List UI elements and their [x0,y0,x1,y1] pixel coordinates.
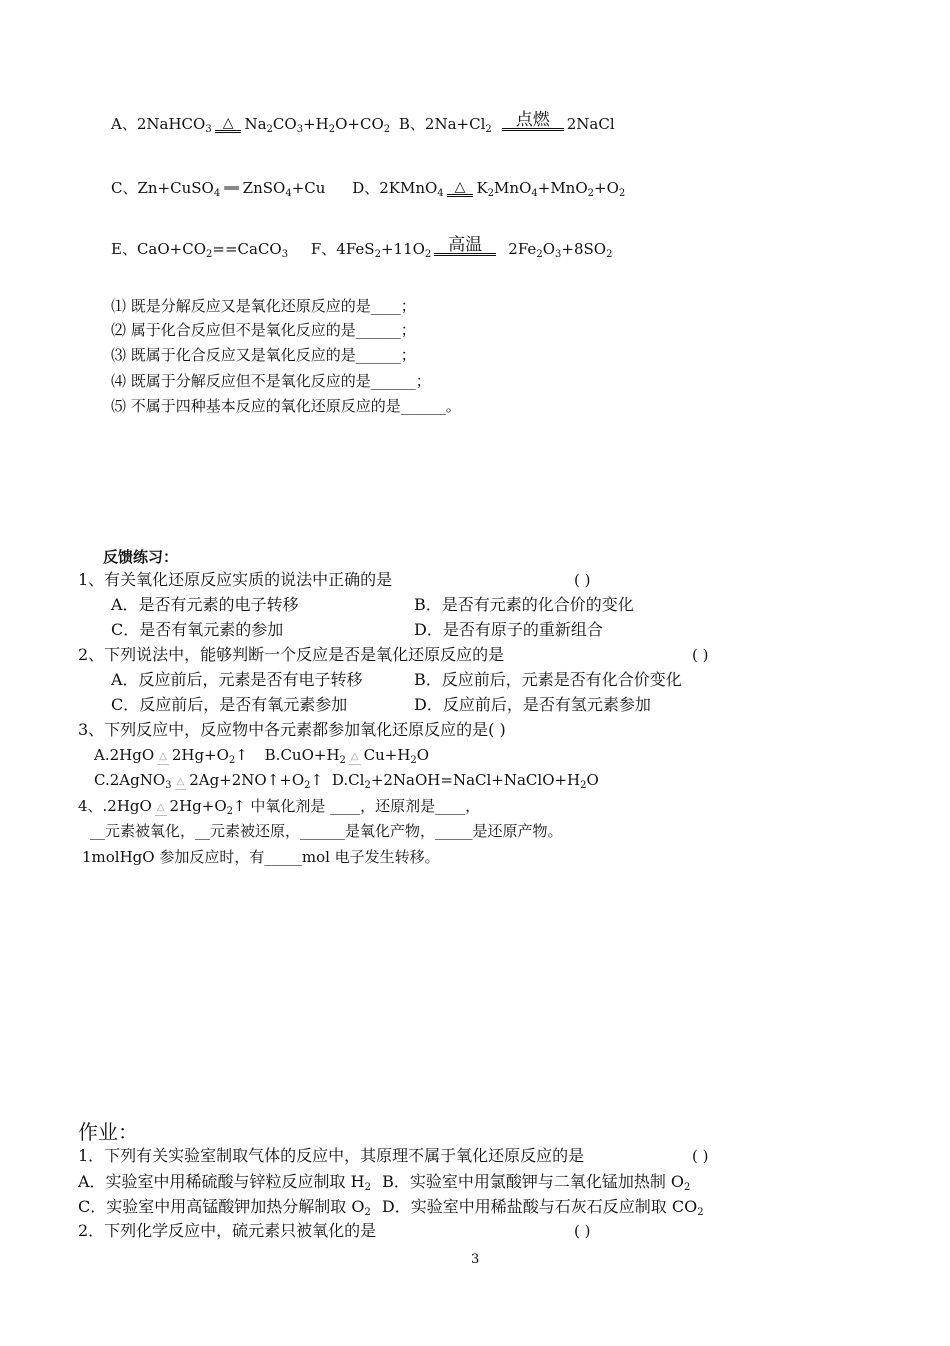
page-number: 3 [471,1252,480,1267]
reaction-line-ab [111,110,615,135]
homework-q1-options-ab: A．实验室中用稀硫酸与锌粒反应制取 $H_2$ B．实验室中用氯酸钾与二氧化锰加热制 $O_2$ [78,1172,691,1193]
homework-q1-stem: 1．下列有关实验室制取气体的反应中，其原理不属于氧化还原反应的是 [78,1146,585,1165]
high-temp-condition: 高温 [434,238,496,256]
heat-condition: △ [215,116,242,133]
feedback-q2-option-a: A．反应前后，元素是否有电子转移 [111,670,363,689]
feedback-q1-paren: ( ) [574,571,591,589]
homework-q2-stem: 2．下列化学反应中，硫元素只被氧化的是 [78,1221,377,1240]
feedback-title: 反馈练习： [103,548,179,566]
reaction-a: A、2NaHCO$_3$ △ $Na_2CO_3+H_2O+CO_2$ [111,115,391,135]
feedback-q1-option-d: D．是否有原子的重新组合 [414,620,603,639]
feedback-q2-paren: ( ) [692,646,709,664]
reaction-f: F、$4FeS_2+11O_2$ 高温 $2Fe_2O_3+8SO_2$ [310,235,613,260]
homework-q1-options-cd: C．实验室中用高锰酸钾加热分解制取 $O_2$ D．实验室中用稀盐酸与石灰石反应制取 $CO_2$ [78,1197,704,1218]
homework-q1-paren: ( ) [692,1147,709,1165]
feedback-q3-options-cd: C.2AgNO$_3$ △ $2Ag+2NO↑+O_2↑$ $D.Cl_2+2NaOH=NaCl+NaClO+H_2O$ [94,771,599,791]
subquestion-3: ⑶ 既属于化合反应又是氧化反应的是______； [111,346,416,364]
feedback-q1-stem: 1、有关氧化还原反应实质的说法中正确的是 [78,570,393,589]
feedback-q1-option-c: C．是否有氧元素的参加 [111,620,284,639]
subquestion-1: ⑴ 既是分解反应又是氧化还原反应的是____； [111,297,416,315]
reaction-line-ef [111,235,613,260]
feedback-q1-option-b: B．是否有元素的化合价的变化 [414,595,634,614]
subquestion-5: ⑸ 不属于四种基本反应的氧化还原反应的是______。 [111,397,461,415]
feedback-q4-line3: 1molHgO 参加反应时，有_____mol 电子发生转移。 [82,848,440,866]
feedback-q2-option-b: B．反应前后，元素是否有化合价变化 [414,670,682,689]
ignition-condition: 点燃 [502,113,564,131]
feedback-q2-option-d: D．反应前后，是否有氢元素参加 [414,695,651,714]
reaction-b: B、$2Na+Cl_2$ 点燃 2NaCl [398,110,615,135]
homework-q2-paren: ( ) [574,1222,591,1240]
subquestion-2: ⑵ 属于化合反应但不是氧化反应的是______； [111,321,416,339]
feedback-q4-line1: 4、.2HgO △ $2Hg+O_2↑$ 中氧化剂是 ____，还原剂是____， [78,797,481,817]
feedback-q3-options-ab: A.2HgO △ $2Hg+O_2↑$ $B.CuO+H_2$ △ $Cu+H_2O$ [94,746,430,766]
reaction-d: D、2KMnO$_4$ △ $K_2MnO_4+MnO_2+O_2$ [352,179,626,199]
feedback-q2-option-c: C．反应前后，是否有氧元素参加 [111,695,348,714]
feedback-q1-option-a: A．是否有元素的电子转移 [111,595,299,614]
reaction-line-cd [111,179,625,197]
heat-condition: △ [447,180,474,197]
feedback-q2-stem: 2、下列说法中，能够判断一个反应是否是氧化还原反应的是 [78,645,505,664]
homework-title: 作业： [78,1120,138,1144]
reaction-e: E、$CaO+CO_2==CaCO_3$ [111,240,289,260]
reaction-c: C、Zn+CuSO$_4$ ══ ZnSO$_4$+Cu [111,179,326,199]
feedback-q4-line2: __元素被氧化，__元素被还原，______是氧化产物，_____是还原产物。 [90,822,563,840]
subquestion-4: ⑷ 既属于分解反应但不是氧化反应的是______； [111,372,431,390]
feedback-q3-stem: 3、下列反应中，反应物中各元素都参加氧化还原反应的是( ) [78,720,506,739]
